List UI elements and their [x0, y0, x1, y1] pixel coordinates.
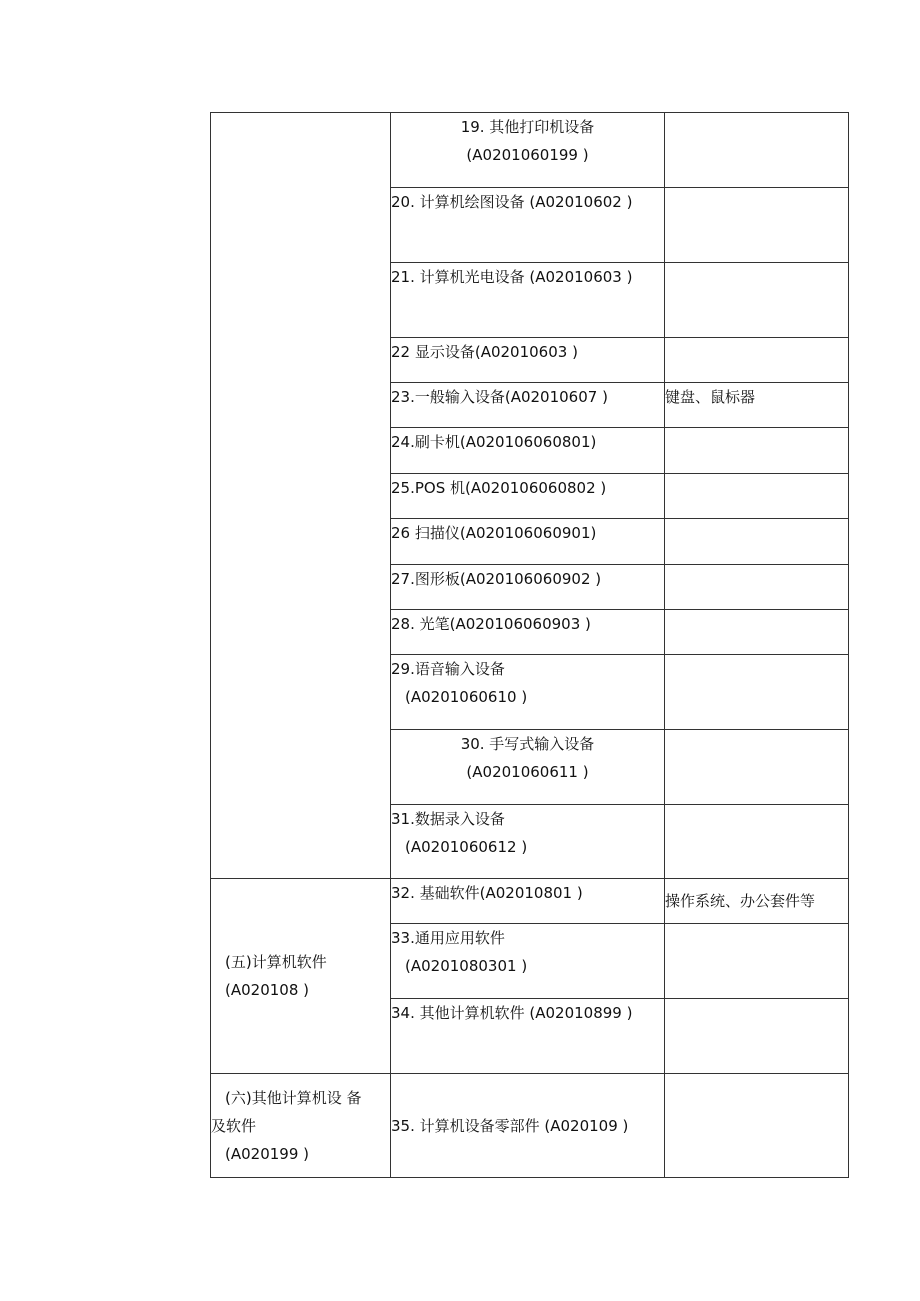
note-cell [665, 730, 849, 805]
item-cell: 20. 计算机绘图设备 (A02010602 ) [391, 188, 665, 263]
category-cell-software [211, 879, 391, 1074]
note-cell [665, 565, 849, 610]
category-cell-empty [211, 113, 391, 879]
item-name: 33.通用应用软件 [391, 929, 505, 947]
table-row [211, 113, 849, 188]
item-cell [391, 655, 665, 730]
note-cell [665, 113, 849, 188]
item-code: (A0201060199 ) [466, 146, 589, 164]
item-code: (A0201060611 ) [466, 763, 589, 781]
item-name: 30. 手写式输入设备 [460, 735, 595, 753]
note-cell [665, 263, 849, 338]
item-cell: 23.一般输入设备(A02010607 ) [391, 383, 665, 428]
item-cell: 28. 光笔(A020106060903 ) [391, 610, 665, 655]
item-cell: 21. 计算机光电设备 (A02010603 ) [391, 263, 665, 338]
item-cell: 35. 计算机设备零部件 (A020109 ) [391, 1074, 665, 1178]
item-cell: 27.图形板(A020106060902 ) [391, 565, 665, 610]
equipment-catalog-table [210, 112, 849, 1178]
note-cell [665, 999, 849, 1074]
note-cell [665, 428, 849, 474]
item-code: (A0201060610 ) [405, 688, 528, 706]
note-cell [665, 1074, 849, 1178]
item-cell: 32. 基础软件(A02010801 ) [391, 879, 665, 924]
item-code: (A0201080301 ) [405, 957, 528, 975]
table-row [211, 879, 849, 924]
note-cell [665, 338, 849, 383]
note-cell [665, 610, 849, 655]
item-cell: 26 扫描仪(A020106060901) [391, 519, 665, 565]
item-name: 31.数据录入设备 [391, 810, 505, 828]
category-name: (六)其他计算机设 备 [225, 1088, 362, 1107]
category-cell-other [211, 1074, 391, 1178]
note-cell: 操作系统、办公套件等 [665, 879, 849, 924]
item-cell: 34. 其他计算机软件 (A02010899 ) [391, 999, 665, 1074]
note-cell [665, 474, 849, 519]
category-name-cont: 及软件 [211, 1116, 257, 1135]
note-cell [665, 655, 849, 730]
table-row [211, 1074, 849, 1178]
note-cell [665, 519, 849, 565]
item-name: 29.语音输入设备 [391, 660, 505, 678]
category-code: (A020199 ) [225, 1144, 309, 1163]
category-name: (五)计算机软件 [225, 953, 327, 971]
item-name: 19. 其他打印机设备 [460, 118, 595, 136]
category-code: (A020108 ) [225, 981, 309, 999]
item-cell [391, 113, 665, 188]
item-code: (A0201060612 ) [405, 838, 528, 856]
item-cell: 22 显示设备(A02010603 ) [391, 338, 665, 383]
item-cell: 25.POS 机(A020106060802 ) [391, 474, 665, 519]
note-cell: 键盘、鼠标器 [665, 383, 849, 428]
note-cell [665, 188, 849, 263]
item-cell [391, 924, 665, 999]
item-cell [391, 805, 665, 879]
note-cell [665, 924, 849, 999]
item-cell [391, 730, 665, 805]
note-cell [665, 805, 849, 879]
item-cell: 24.刷卡机(A020106060801) [391, 428, 665, 474]
